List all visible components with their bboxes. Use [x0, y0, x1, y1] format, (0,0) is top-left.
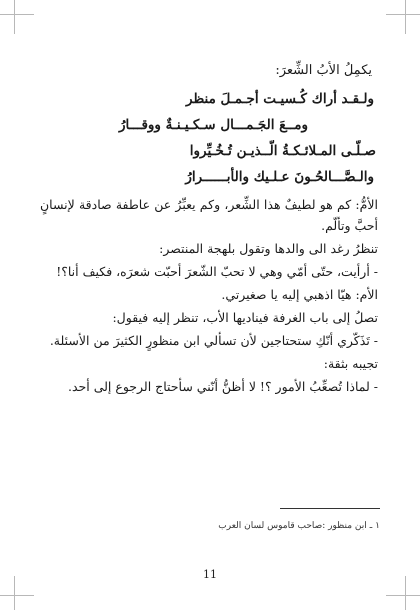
crop-mark-bottom-right-v: [405, 576, 406, 610]
footnote: ١ ـ ابن منظور :صاحب قاموس لسان العرب: [218, 521, 380, 531]
poem-verse: والـصَّـــالحُـونَ عـلـيك والأبــــــرارُ: [185, 169, 374, 185]
poem-verse: ولـقـد أراك كُـسيـت أجـمـلَ منظر: [186, 91, 374, 107]
crop-mark-top-right-h: [386, 14, 420, 15]
crop-mark-bottom-left-v: [14, 576, 15, 610]
paragraph: تجيبه بثقة:: [323, 356, 378, 371]
paragraph: - أرأيت، حتّى أمّي وهي لا تحبّ الشّعرَ أحبّت شعرَه، فكيف أنا؟!: [56, 264, 378, 279]
crop-mark-bottom-left-h: [0, 595, 34, 596]
crop-mark-bottom-right-h: [386, 595, 420, 596]
poem-verse: صـلّـى المـلائـكـةُ الّــذيـن تُـخُـيِّروا: [189, 143, 376, 159]
intro-line: يكمِلُ الأبُ الشِّعرَ:: [275, 63, 372, 78]
poem-verse: ومــعَ الجَـمـــال سـكـيـنـةٌ ووقـــارُ: [118, 117, 308, 133]
page-body: [40, 60, 378, 399]
paragraph: الأمُّ: كم هو لطيفٌ هذا الشِّعر، وكم يعبِّرُ عن عاطفة صادقة لإنسانٍ أحبَّ وتألّم.: [40, 197, 378, 233]
paragraph: - تَذَكّري أنّكِ ستحتاجين لأن تسألي ابن منظورٍ الكثيرَ من الأسئلة.: [49, 333, 378, 348]
page-number: 11: [203, 568, 217, 581]
footnote-rule: [280, 508, 380, 509]
paragraph: - لماذا تُصعِّبُ الأمور ؟! لا أظنُّ أنّني سأحتاج الرجوع إلى أحد.: [67, 379, 378, 394]
poem: [40, 88, 378, 188]
crop-mark-top-left-h: [0, 14, 34, 15]
crop-mark-top-right-v: [405, 0, 406, 34]
paragraph: تصلُ إلى باب الغرفة فيناديها الأب، تنظر إليه فيقول:: [112, 310, 378, 325]
paragraph: تنظرُ رغد الى والدها وتقول بلهجة المنتصر:: [159, 241, 378, 256]
paragraph: الأم: هيّا اذهبي إليه يا صغيرتي.: [221, 287, 378, 302]
crop-mark-top-left-v: [14, 0, 15, 34]
